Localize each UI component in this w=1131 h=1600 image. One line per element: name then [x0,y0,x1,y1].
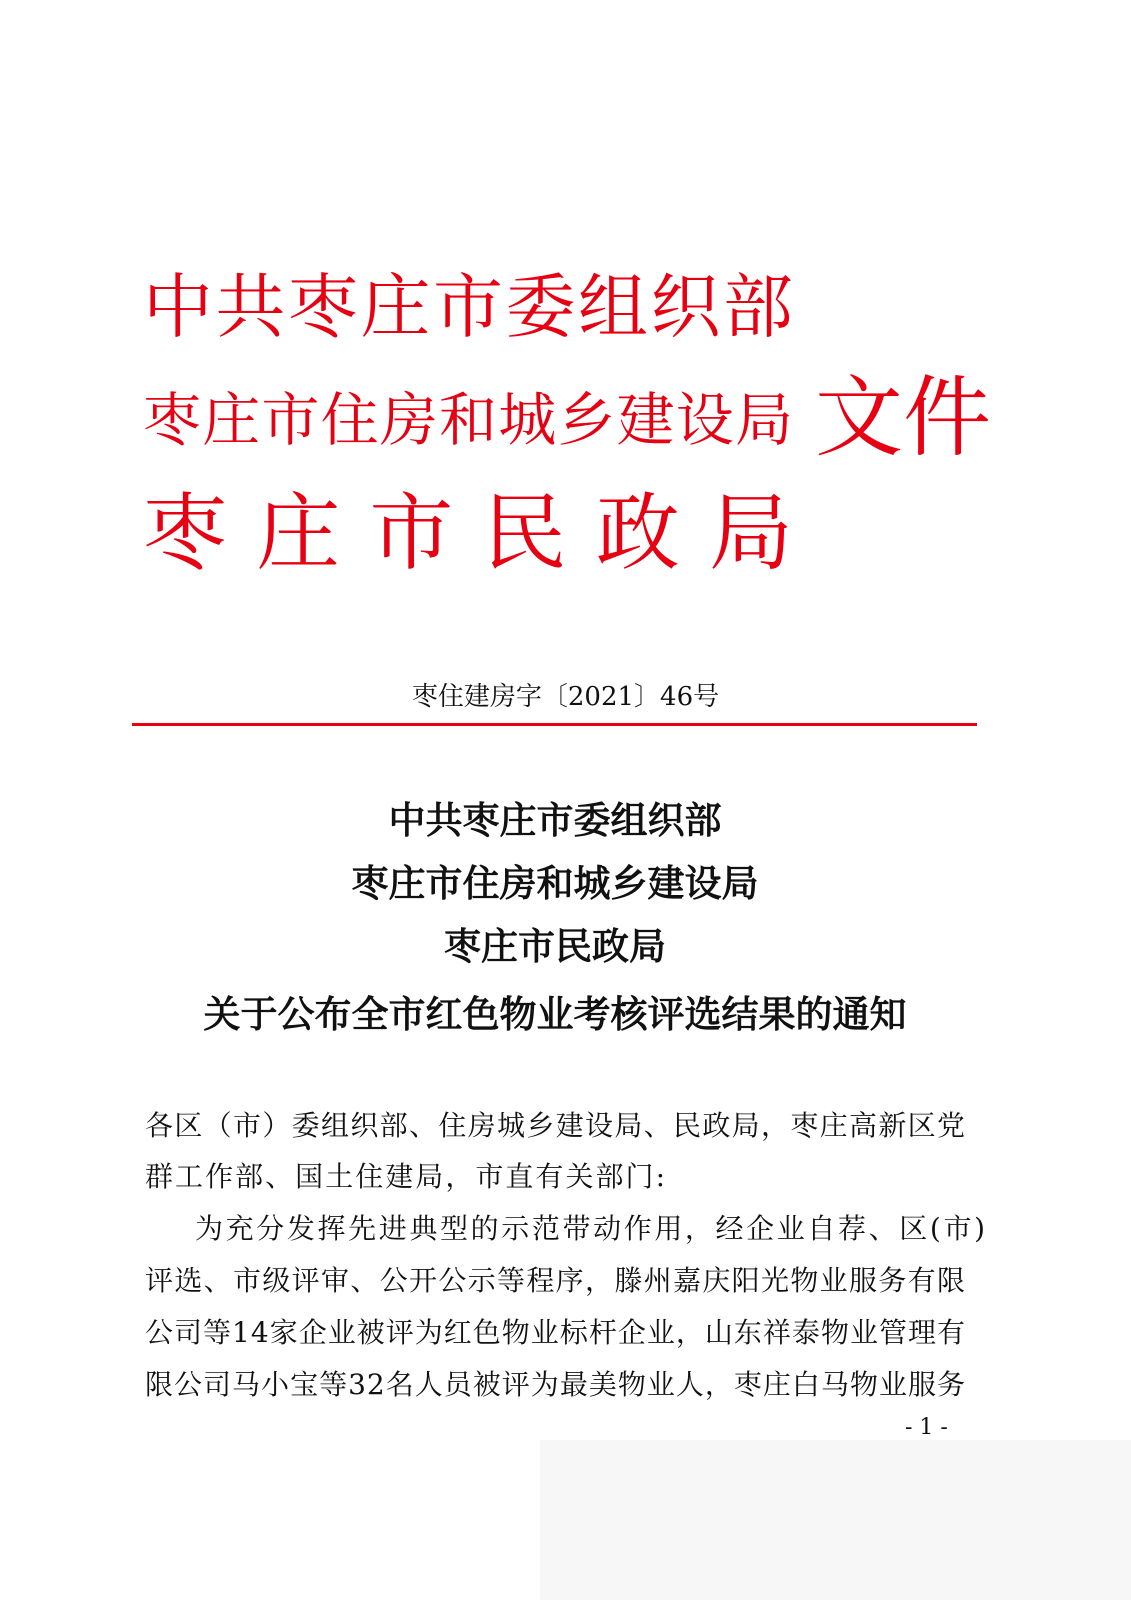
grey-overlay [540,1440,1131,1600]
title-line-3: 枣庄市民政局 [444,924,666,968]
document-number: 枣住建房字〔2021〕46号 [411,682,720,712]
issuer-line-housing-bureau: 枣庄市住房和城乡建设局 [143,386,795,454]
body-line: 各区（市）委组织部、住房城乡建设局、民政局，枣庄高新区党 [145,1109,967,1142]
red-divider [132,723,977,726]
page-number: - 1 - [905,1415,948,1440]
issuer-line-organization-dept: 中共枣庄市委组织部 [143,266,796,348]
issuer-line-civil-affairs: 枣庄市民政局 [143,484,823,582]
body-line: 限公司马小宝等32名人员被评为最美物业人，枣庄白马物业服务 [145,1368,967,1401]
body-line: 群工作部、国土住建局，市直有关部门: [145,1160,668,1193]
title-line-4: 关于公布全市红色物业考核评选结果的通知 [203,992,907,1036]
body-line: 为充分发挥先进典型的示范带动作用，经企业自荐、区(市) [195,1212,988,1245]
body-line: 公司等14家企业被评为红色物业标杆企业，山东祥泰物业管理有 [145,1316,967,1349]
body-line: 评选、市级评审、公开公示等程序，滕州嘉庆阳光物业服务有限 [145,1264,967,1297]
title-line-1: 中共枣庄市委组织部 [388,798,722,842]
document-suffix: 文件 [815,366,992,469]
title-line-2: 枣庄市住房和城乡建设局 [351,861,759,905]
